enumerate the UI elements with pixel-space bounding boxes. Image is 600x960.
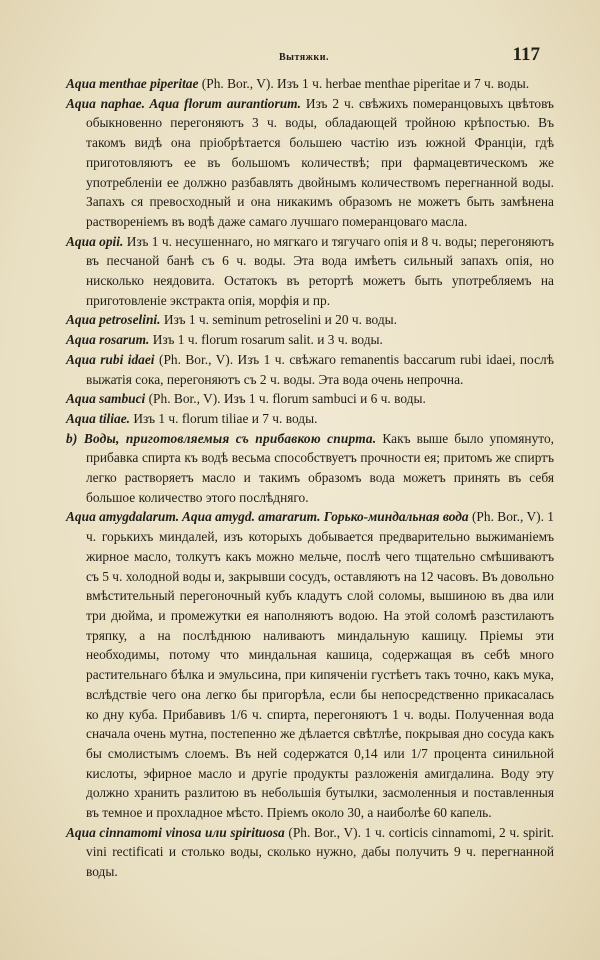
entry-aqua-amygdalarum — [66, 507, 554, 822]
entry-term: Aqua sambuci — [66, 391, 146, 407]
page-header — [68, 40, 540, 68]
section-text: Какъ выше было упомянуто, прибавка спирта къ водѣ весьма способствуетъ прочности ея; притомъ же спиртъ легко растворяетъ масло и такимъ образомъ вода можетъ принять въ себя большое количество этого послѣдняго. — [86, 430, 555, 505]
entry-aqua-cinnamomi-vinosa — [66, 823, 554, 882]
entry-term: Aqua rosarum. — [66, 332, 150, 348]
entry-aqua-naphae — [66, 94, 554, 232]
entry-term: Aqua naphae. Aqua florum aurantiorum. — [66, 95, 301, 111]
entry-term: Aqua opii. — [66, 233, 124, 249]
entry-aqua-sambuci — [66, 389, 554, 409]
entry-aqua-petroselini — [66, 310, 554, 330]
entry-text: Изъ 1 ч. florum rosarum salit. и 3 ч. воды. — [149, 332, 383, 348]
entry-term: Aqua petroselini. — [66, 312, 161, 328]
entry-text: (Ph. Bor., V). Изъ 1 ч. herbae menthae piperitae и 7 ч. воды. — [198, 76, 530, 91]
entry-text: (Ph. Bor., V). Изъ 1 ч. свѣжаго remanentis baccarum rubi idaei, послѣ выжатія сока, перегоняютъ съ 2 ч. воды. Эта вода очень непрочна. — [86, 351, 554, 387]
page-body — [66, 74, 554, 882]
entry-term: Aqua cinnamomi vinosa или spirituosa — [66, 824, 285, 840]
entry-aqua-rosarum — [66, 330, 554, 350]
entry-text: (Ph. Bor., V). Изъ 1 ч. florum sambuci и 6 ч. воды. — [145, 391, 426, 407]
entry-text: Изъ 2 ч. свѣжихъ померанцовыхъ цвѣтовъ обыкновенно перегоняютъ 3 ч. воды, обладающей тройною крѣпостью. Въ такомъ видѣ она пріобрѣтается большею частію изъ южной Франціи, гдѣ приготовляютъ ее въ большомъ количествѣ; при фармацевтическомъ же употребленіи ее должно разбавлять двойнымъ количествомъ перегнанной воды. Запахъ ся превосходный и она никакимъ образомъ не можетъ быть замѣнена раствореніемъ въ водѣ даже самаго лучшаго померанцоваго масла. — [86, 95, 554, 229]
entry-text: (Ph. Bor., V). 1 ч. corticis cinnamomi, 2 ч. spirit. vini rectificati и столько воды, сколько нужно, дабы получить 9 ч. перегнанной воды. — [86, 824, 555, 880]
section-b-spirit-waters — [66, 429, 554, 508]
entry-term: Aqua amygdalarum. Aqua amygd. amararum. Горько-миндальная вода — [66, 509, 469, 525]
running-title: Вытяжки. — [279, 52, 329, 63]
entry-aqua-rubi-idaei — [66, 350, 554, 389]
entry-term: Aqua menthae piperitae — [66, 76, 199, 91]
entry-term: Aqua tiliae. — [66, 410, 130, 426]
entry-text: Изъ 1 ч. florum tiliae и 7 ч. воды. — [130, 410, 318, 426]
section-heading: b) Воды, приготовляемыя съ прибавкою спирта. — [66, 430, 377, 446]
entry-aqua-tiliae — [66, 409, 554, 429]
entry-text: Изъ 1 ч. seminum petroselini и 20 ч. воды. — [160, 312, 398, 328]
page-number: 117 — [512, 44, 540, 65]
entry-text: Изъ 1 ч. несушеннаго, но мягкаго и тягучаго опія и 8 ч. воды; перегоняютъ въ песчаной банѣ съ 6 ч. воды. Эта вода имѣетъ сильный запахъ опія, но нисколько неядовита. Остатокъ въ ретортѣ можетъ быть употребляемъ на приготовленіе экстракта опія, морфія и пр. — [86, 233, 554, 308]
entry-aqua-opii — [66, 232, 554, 311]
entry-aqua-menthae-piperitae — [66, 74, 554, 94]
entry-term: Aqua rubi idaei — [66, 351, 155, 367]
entry-text: (Ph. Bor., V). 1 ч. горькихъ миндалей, изъ которыхъ добывается предварительно выжиманіемъ жирное масло, толкутъ какъ можно мельче, послѣ чего тщательно смѣшиваютъ съ 5 ч. холодной воды и, закрывши сосудъ, оставляютъ на 12 часовъ. Въ довольно вмѣстительный перегоночный кубъ кладутъ слой соломы, вышиною въ два или три дюйма, и промежутки ея наполняютъ водою. На этой соломѣ разстилаютъ тряпку, а на послѣднюю наливаютъ миндальную кашицу. Пріемы эти необходимы, потому что миндальная кашица, содержащая въ себѣ много растительнаго бѣлка и эмульсина, при кипяченіи густѣетъ такъ точно, какъ мука, вслѣдствіе чего она легко бы пригорѣла, если бы непосредственно прикасалась ко дну куба. Прибавивъ 1/6 ч. спирта, перегоняютъ 1 ч. воды. Полученная вода сначала очень мутна, постепенно же дѣлается свѣтлѣе, покрывая дно сосуда какъ бы смолистымъ слоемъ. Въ ней содержатся 0,14 или 1/7 процента синильной кислоты, эфирное масло и другіе продукты разложенія амигдалина. Воду эту должно хранить разлитою въ небольшія бутылки, засмоленныя и поставленныя въ темное и прохладное мѣсто. Пріемъ около 30, а наиболѣе 60 капель. — [86, 509, 554, 821]
